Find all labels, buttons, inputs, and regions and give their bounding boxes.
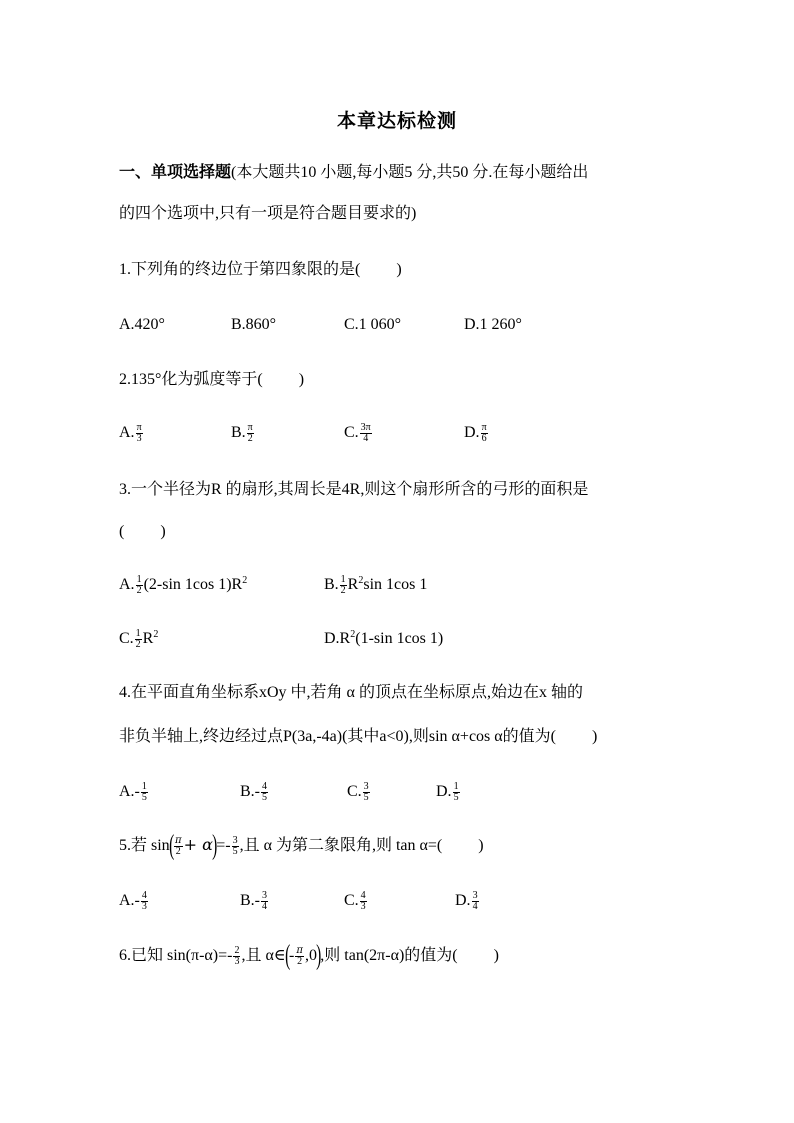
question-6-rest: ,则 tan(2π-α)的值为( [320,947,458,964]
fraction-numerator: 4 [262,780,267,792]
question-5 [119,830,484,862]
option-fraction [360,891,367,912]
option-fraction [141,891,148,912]
fraction-denominator: 5 [141,791,147,803]
fraction-numerator: 1 [135,627,141,639]
question-6-pi-fraction [295,946,304,967]
fraction-denominator: 2 [175,845,181,857]
question-5-eq: =- [216,837,231,854]
fraction-denominator: 3 [360,900,366,912]
question-6-zero: ,0 [304,947,317,964]
option-label: A.- [119,783,140,800]
q1-option-d: D.1 260° [464,316,522,333]
question-5-rest: ,且 α 为第二象限角,则 tan α=( [239,837,443,854]
q4-option-b [240,781,269,803]
q2-option-c-fraction [360,423,372,444]
question-1-stem: 1.下列角的终边位于第四象限的是( [119,261,361,278]
q2-option-b-fraction [247,423,254,444]
question-2 [119,369,304,391]
q2-option-a [119,422,144,444]
fraction-numerator: 1 [453,780,459,792]
option-fraction [340,575,347,596]
question-3-stem: 3.一个半径为R 的扇形,其周长是4R,则这个扇形所含的弓形的面积是 [119,481,589,498]
option-fraction [472,891,479,912]
q3-option-c [119,628,158,650]
option-text: R [142,630,154,647]
fraction-denominator: 5 [262,791,267,803]
question-3-close: ) [160,523,166,540]
fraction-numerator: 1 [340,573,346,585]
option-text: R [347,576,359,593]
option-label: C. [347,783,362,800]
option-label: B.- [240,892,260,909]
q5-option-a [119,890,149,912]
section-instruction-2: 的四个选项中,只有一项是符合题目要求的) [119,205,417,222]
open-paren-glyph: ( [284,940,290,972]
fraction-numerator: 3 [232,834,238,846]
question-1 [119,259,402,281]
question-4-stem-1: 4.在平面直角坐标系xOy 中,若角 α 的顶点在坐标原点,始边在x 轴的 [119,684,583,701]
q2-option-d-label: D. [464,424,480,441]
fraction-numerator: 3 [472,889,478,901]
option-fraction [261,891,268,912]
option-label: A.- [119,892,140,909]
option-fraction [136,575,143,596]
fraction-denominator: 2 [340,584,346,596]
q5-option-b [240,890,269,912]
question-2-close: ) [298,371,305,388]
fraction-denominator: 5 [232,845,238,857]
q3-option-a [119,574,247,596]
q2-option-d-fraction [481,423,488,444]
q2-option-b-label: B. [231,424,246,441]
close-paren-glyph: ) [211,830,218,862]
q2-option-a-fraction [136,423,143,444]
fraction-denominator: 2 [135,638,141,650]
superscript: 2 [358,575,364,586]
fraction-denominator: 4 [472,900,478,912]
question-5-value-fraction [232,836,239,857]
q5-option-d [455,890,480,912]
section-instruction-1: (本大题共10 小题,每小题5 分,共50 分.在每小题给出 [231,164,589,181]
question-6-close: ) [493,947,499,964]
question-5-close: ) [478,837,484,854]
option-fraction [141,782,148,803]
question-4-stem-2-line [119,726,597,748]
fraction-numerator: 3π [360,421,371,433]
question-6-neg: - [289,947,295,964]
fraction-numerator: π [136,421,142,433]
question-6 [119,940,499,972]
fraction-numerator: π [247,421,253,433]
question-4-stem-2: 非负半轴上,终边经过点P(3a,-4a)(其中a<0),则sin α+cos α的值为( [119,728,556,745]
option-label: A. [119,576,135,593]
fraction-denominator: 6 [481,432,487,444]
option-text: (2-sin 1cos 1)R [143,576,243,593]
question-5-pi-fraction [174,836,183,857]
superscript: 2 [350,629,356,640]
question-3-open: ( [119,523,125,540]
fraction-numerator: π [481,421,487,433]
option-fraction [135,629,142,650]
fraction-numerator: π [296,944,303,956]
question-6-mid: ,且 α∈ [241,947,286,964]
page-title: 本章达标检测 [336,111,457,132]
fraction-denominator: 5 [363,791,369,803]
fraction-numerator: 1 [136,573,142,585]
q3-option-d [324,628,443,650]
question-5-prefix: 5.若 sin [119,837,170,854]
fraction-denominator: 5 [453,791,459,803]
q2-option-c-label: C. [344,424,359,441]
question-4-close: ) [592,728,598,745]
fraction-numerator: 1 [141,780,147,792]
q4-option-a [119,781,149,803]
question-2-stem: 2.135°化为弧度等于( [119,371,263,388]
section-header [119,162,588,184]
close-paren-glyph: ) [316,940,322,972]
section-heading: 一、单项选择题 [119,164,232,181]
q4-option-d [436,781,461,803]
open-paren-glyph: ( [168,830,174,862]
fraction-numerator: 3 [363,780,369,792]
option-fraction [453,782,460,803]
q2-option-b [231,422,255,444]
q2-option-c [344,422,373,444]
option-label: C. [119,630,134,647]
fraction-numerator: π [175,834,182,846]
fraction-numerator: 4 [360,889,366,901]
option-label: C. [344,892,359,909]
question-5-plus-alpha: + α [183,835,213,854]
question-6-value-fraction [233,946,240,967]
fraction-denominator: 3 [234,955,240,967]
fraction-denominator: 2 [247,432,253,444]
fraction-denominator: 2 [136,584,142,596]
question-6-prefix: 6.已知 sin(π-α)=- [119,947,233,964]
fraction-numerator: 4 [141,889,147,901]
q1-option-c: C.1 060° [344,316,402,333]
q5-option-c [344,890,368,912]
q1-option-a: A.420° [119,316,165,333]
option-label: B. [324,576,339,593]
question-3-blank [119,521,166,543]
superscript: 2 [242,575,248,586]
option-label: D.R [324,630,351,647]
option-fraction [261,782,268,803]
q4-option-c [347,781,371,803]
superscript: 2 [153,629,159,640]
option-label: D. [436,783,452,800]
option-text: (1-sin 1cos 1) [355,630,444,647]
fraction-numerator: 3 [262,889,267,901]
question-1-close: ) [396,261,402,278]
fraction-denominator: 4 [262,900,267,912]
q2-option-a-label: A. [119,424,135,441]
fraction-denominator: 4 [363,432,369,444]
fraction-denominator: 2 [297,955,303,967]
fraction-denominator: 3 [141,900,147,912]
q3-option-b [324,574,427,596]
q2-option-d [464,422,489,444]
option-text: sin 1cos 1 [363,576,428,593]
option-label: D. [455,892,471,909]
fraction-numerator: 2 [234,944,240,956]
q1-option-b: B.860° [231,316,277,333]
option-label: B.- [240,783,260,800]
fraction-denominator: 3 [136,432,142,444]
option-fraction [363,782,370,803]
